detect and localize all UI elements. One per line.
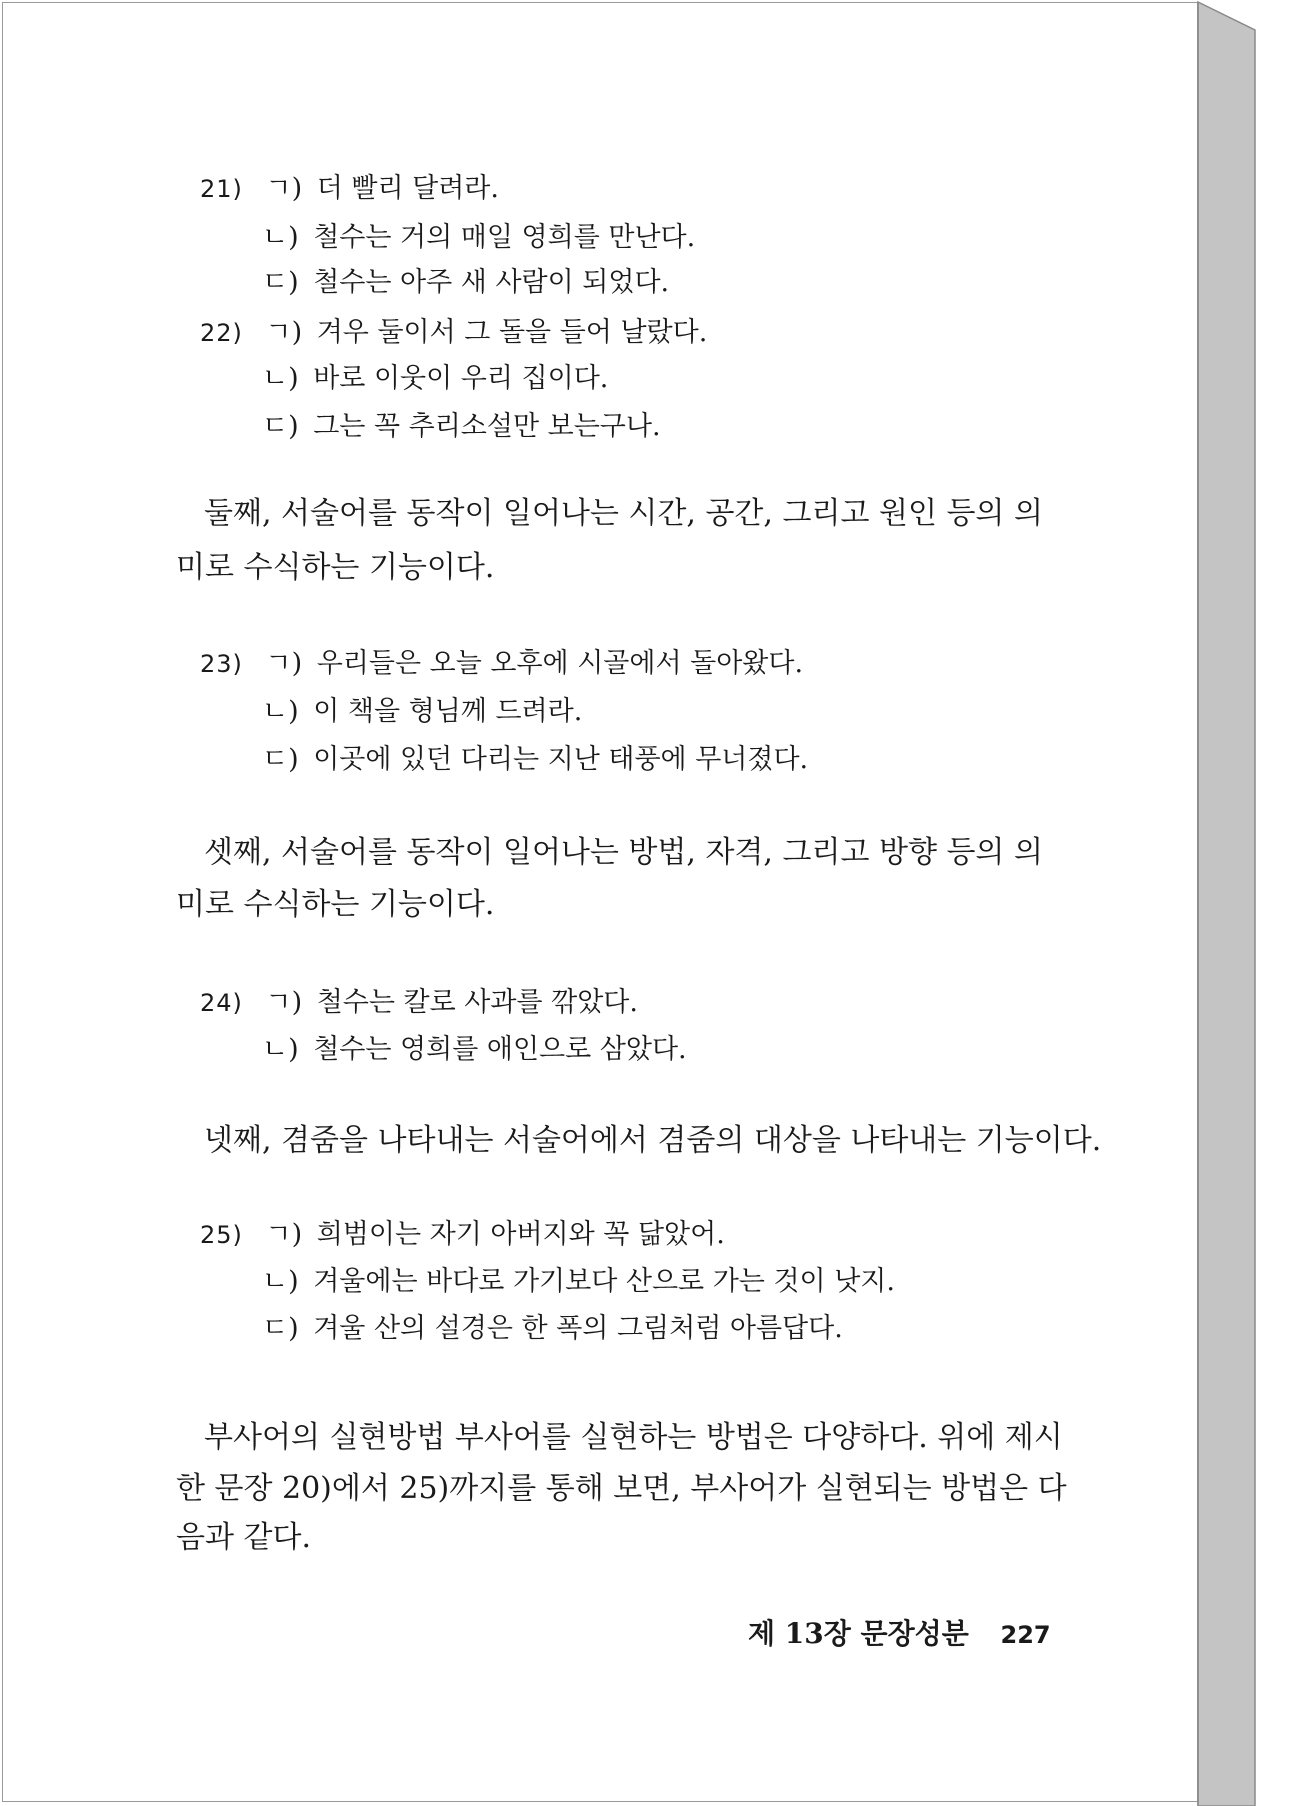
example-text: 철수는 아주 새 사람이 되었다.: [313, 267, 670, 298]
example-text: 겨우 둘이서 그 돌을 들어 날랐다.: [316, 317, 708, 348]
paragraph-realization-line-1: 부사어의 실현방법 부사어를 실현하는 방법은 다양하다. 위에 제시: [204, 1420, 1063, 1455]
example-22-c: [262, 410, 661, 444]
example-label: ㄷ): [262, 744, 299, 775]
example-label: ㄴ): [262, 1034, 299, 1065]
example-22-a: [200, 316, 707, 350]
paragraph-second-line-2: 미로 수식하는 기능이다.: [176, 550, 495, 585]
paragraph-realization-line-3: 음과 같다.: [176, 1520, 311, 1555]
example-21-a: [200, 172, 499, 206]
example-22-b: [262, 362, 608, 396]
example-21-c: [262, 266, 669, 300]
example-text: 이곳에 있던 다리는 지난 태풍에 무너졌다.: [313, 744, 809, 775]
paragraph-third-line-2: 미로 수식하는 기능이다.: [176, 887, 495, 922]
paragraph-realization-line-2: 한 문장 20)에서 25)까지를 통해 보면, 부사어가 실현되는 방법은 다: [176, 1471, 1067, 1506]
example-label: ㄷ): [262, 1313, 299, 1344]
example-number: 23): [200, 650, 243, 678]
example-label: ㄷ): [262, 267, 299, 298]
example-text: 철수는 영희를 애인으로 삼았다.: [313, 1034, 687, 1065]
example-number: 22): [200, 319, 243, 347]
example-text: 겨울에는 바다로 가기보다 산으로 가는 것이 낫지.: [313, 1266, 895, 1297]
page-footer: [748, 1612, 1051, 1652]
example-label: ㄱ): [265, 648, 303, 679]
example-label: ㄱ): [265, 173, 303, 204]
paragraph-second-line-1: 둘째, 서술어를 동작이 일어나는 시간, 공간, 그리고 원인 등의 의: [204, 496, 1043, 531]
example-text: 이 책을 형님께 드려라.: [313, 696, 583, 727]
example-25-b: [262, 1265, 895, 1299]
example-23-a: [200, 647, 803, 681]
example-label: ㄷ): [262, 411, 299, 442]
example-21-b: [262, 221, 695, 255]
example-label: ㄴ): [262, 222, 299, 253]
example-23-c: [262, 743, 808, 777]
example-25-c: [262, 1312, 843, 1346]
page-number: 227: [1000, 1621, 1051, 1649]
paragraph-fourth-line-1: 넷째, 겸줌을 나타내는 서술어에서 겸줌의 대상을 나타내는 기능이다.: [204, 1123, 1102, 1158]
example-25-a: [200, 1218, 725, 1252]
example-label: ㄱ): [265, 1219, 303, 1250]
example-label: ㄴ): [262, 363, 299, 394]
example-label: ㄱ): [265, 987, 303, 1018]
example-text: 우리들은 오늘 오후에 시골에서 돌아왔다.: [316, 648, 804, 679]
example-text: 더 빨리 달려라.: [316, 173, 499, 204]
example-number: 24): [200, 989, 243, 1017]
example-text: 겨울 산의 설경은 한 폭의 그림처럼 아름답다.: [313, 1313, 843, 1344]
paragraph-third-line-1: 셋째, 서술어를 동작이 일어나는 방법, 자격, 그리고 방향 등의 의: [204, 835, 1043, 870]
example-24-b: [262, 1033, 687, 1067]
example-23-b: [262, 695, 582, 729]
example-number: 21): [200, 175, 243, 203]
example-text: 철수는 거의 매일 영희를 만난다.: [313, 222, 696, 253]
example-24-a: [200, 986, 638, 1020]
example-label: ㄱ): [265, 317, 303, 348]
example-text: 바로 이웃이 우리 집이다.: [313, 363, 609, 394]
example-number: 25): [200, 1221, 243, 1249]
chapter-title: 제 13장 문장성분: [748, 1617, 969, 1650]
example-label: ㄴ): [262, 696, 299, 727]
example-label: ㄴ): [262, 1266, 299, 1297]
example-text: 철수는 칼로 사과를 깎았다.: [316, 987, 638, 1018]
example-text: 희범이는 자기 아버지와 꼭 닮았어.: [316, 1219, 725, 1250]
example-text: 그는 꼭 추리소설만 보는구나.: [313, 411, 661, 442]
